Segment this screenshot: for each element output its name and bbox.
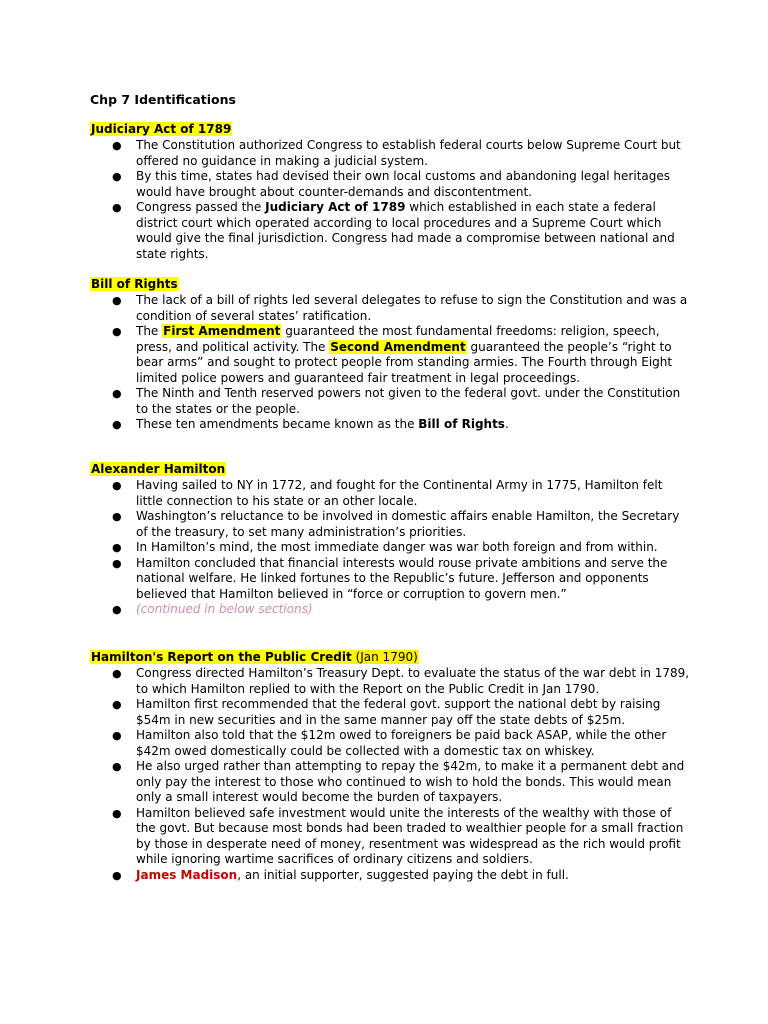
bullet-icon: ● <box>112 387 122 400</box>
list-item: ● Hamilton concluded that financial interests would rouse private ambitions and serve the national welfare. He linked fortunes to the Republic’s future. Jefferson and opponents believed that Hamilton believed in “force or corruption to govern men.” <box>112 555 668 601</box>
highlight-first-amendment: First Amendment <box>163 324 281 338</box>
bullet-icon: ● <box>112 556 122 570</box>
bullet-list <box>90 138 690 262</box>
list-item: ● The Ninth and Tenth reserved powers not given to the federal govt. under the Constitution to the states or the people. <box>112 386 681 416</box>
section-judiciary-act <box>90 122 690 262</box>
list-item <box>90 602 690 618</box>
list-item: ● By this time, states had devised their own local customs and abandoning legal heritages would have brought about counter-demands and discontentment. <box>112 169 670 199</box>
section-heading: Alexander Hamilton <box>91 462 226 476</box>
continued-note: (continued in below sections) <box>136 602 313 616</box>
bullet-icon: ● <box>112 667 122 680</box>
bullet-icon: ● <box>112 698 122 711</box>
list-item: ● In Hamilton’s mind, the most immediate danger was war both foreign and from within. <box>112 540 658 554</box>
bullet-icon: ● <box>112 294 122 307</box>
bullet-list <box>90 478 690 618</box>
bullet-list <box>90 293 690 433</box>
list-item: ● The lack of a bill of rights led several delegates to refuse to sign the Constitution and was a condition of several states’ ratification. <box>112 293 688 323</box>
section-alexander-hamilton <box>90 462 690 618</box>
heading-date: (Jan 1790) <box>351 650 418 664</box>
section-heading: Hamilton's Report on the Public Credit (Jan 1790) <box>91 650 418 664</box>
bullet-list <box>90 666 690 883</box>
list-item: ● Hamilton believed safe investment would unite the interests of the wealthy with those of the govt. But because most bonds had been traded to wealthier people for a small fraction by those in desperate need of money, resentment was widespread as the rich would profit while ignoring wartime sacrifices of ordinary citizens and soldiers. <box>112 805 684 866</box>
page-title: Chp 7 Identifications <box>90 92 236 107</box>
section-heading: Judiciary Act of 1789 <box>91 122 232 136</box>
list-item: ● James Madison, an initial supporter, suggested paying the debt in full. <box>112 867 569 882</box>
list-item: ● Having sailed to NY in 1772, and fought for the Continental Army in 1775, Hamilton felt little connection to his state or an other locale. <box>112 478 663 508</box>
bullet-icon: ● <box>112 139 122 152</box>
bullet-icon: ● <box>112 510 122 523</box>
highlight-second-amendment: Second Amendment <box>330 339 466 354</box>
list-item: ● The First Amendment guaranteed the most fundamental freedoms: religion, speech, press, and political activity. The Second Amendment guaranteed the people’s “right to bear arms” and sought to protect people from standing armies. The Fourth through Eight limited police powers and guaranteed fair treatment in legal proceedings. <box>112 324 673 385</box>
bullet-icon: ● <box>112 201 122 214</box>
list-item: ● He also urged rather than attempting to repay the $42m, to make it a permanent debt and only pay the interest to those who continued to wish to hold the bonds. This would mean only a small interest would become the burden of taxpayers. <box>112 759 685 804</box>
section-bill-of-rights <box>90 277 690 433</box>
bullet-icon: ● <box>112 325 122 338</box>
list-item: ● The Constitution authorized Congress to establish federal courts below Supreme Court but offered no guidance in making a judicial system. <box>112 138 681 168</box>
bullet-icon: ● <box>112 603 122 616</box>
list-item: ● These ten amendments became known as the Bill of Rights. <box>112 417 509 431</box>
bullet-icon: ● <box>112 541 122 554</box>
bullet-icon: ● <box>112 729 122 742</box>
bullet-icon: ● <box>112 418 122 431</box>
list-item: ● Hamilton first recommended that the federal govt. support the national debt by raising $54m in new securities and in the same manner pay off the state debts of $25m. <box>112 697 661 727</box>
list-item: ● Hamilton also told that the $12m owed to foreigners be paid back ASAP, while the other $42m owed domestically could be collected with a domestic tax on whiskey. <box>112 728 667 758</box>
bullet-icon: ● <box>112 868 122 882</box>
name-james-madison: James Madison <box>136 867 238 882</box>
section-report-public-credit <box>90 650 690 883</box>
list-item: ● Washington’s reluctance to be involved in domestic affairs enable Hamilton, the Secretary of the treasury, to set many administration’s priorities. <box>112 509 680 539</box>
section-heading: Bill of Rights <box>91 277 178 291</box>
bullet-icon: ● <box>112 806 122 820</box>
list-item: ● Congress passed the Judiciary Act of 1789 which established in each state a federal district court which operated according to local procedures and a Supreme Court which would give the final jurisdiction. Congress had made a compromise between national and state rights. <box>112 200 675 261</box>
bullet-icon: ● <box>112 479 122 492</box>
bullet-icon: ● <box>112 170 122 183</box>
bullet-icon: ● <box>112 760 122 773</box>
list-item: ● Congress directed Hamilton’s Treasury Dept. to evaluate the status of the war debt in 1789, to which Hamilton replied to with the Report on the Public Credit in Jan 1790. <box>112 666 690 696</box>
